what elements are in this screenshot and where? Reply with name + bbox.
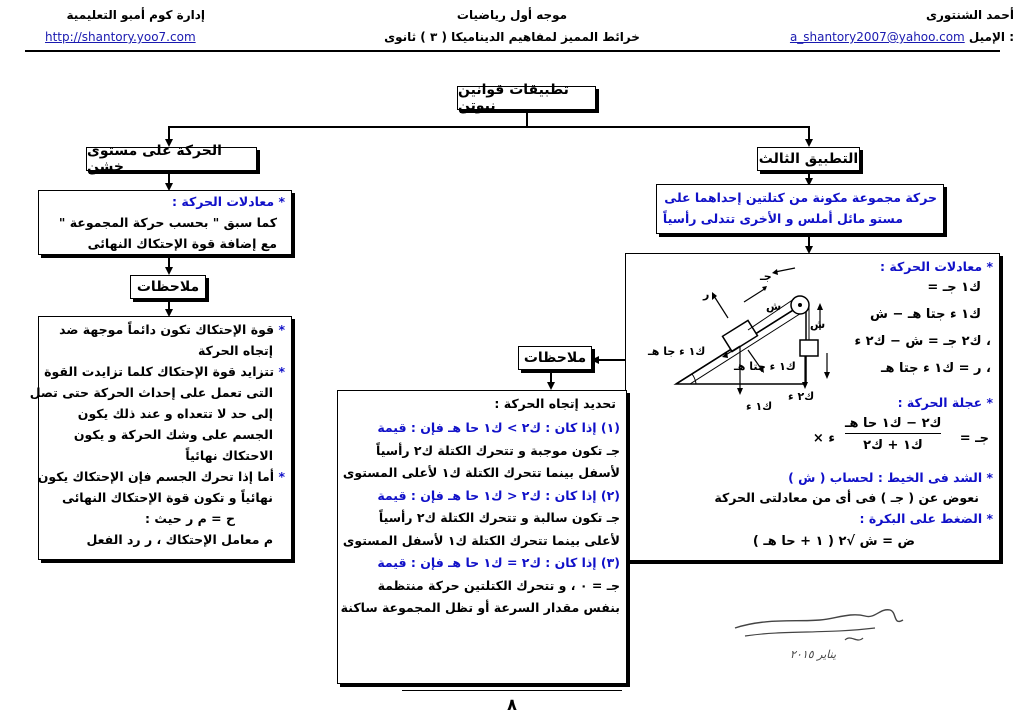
direction-notes-box xyxy=(337,390,627,684)
right-notes-title-box xyxy=(518,346,592,370)
connector xyxy=(526,110,528,127)
direction-line: بنفس مقدار السرعة أو تظل المجموعة ساكنة xyxy=(340,600,620,615)
left-notes-title-box xyxy=(130,275,206,299)
equation-line: ك١ ء جتا هـ − ش xyxy=(870,307,981,322)
note-line: إتجاه الحركة xyxy=(197,343,273,358)
note-line: * قوة الإحتكاك تكون دائماً موجهة ضد xyxy=(59,322,285,337)
diagram-label-w2: ك٢ ء xyxy=(788,390,815,403)
acceleration-lhs: جـ = xyxy=(959,431,989,446)
rough-plane-title: الحركة على مستوى خشن xyxy=(87,143,222,175)
tension-line: نعوض عن ( جـ ) فى أى من معادلتى الحركة xyxy=(714,490,979,505)
email-link[interactable]: a_shantory2007@yahoo.com xyxy=(789,30,965,44)
author-name: أحمد الشنتورى xyxy=(926,8,1014,22)
friction-legend: م معامل الإحتكاك ، ر رد الفعل xyxy=(86,532,273,547)
subject-label: موجه أول رياضيات xyxy=(456,8,568,22)
subtitle-line: حركة مجموعة مكونة من كتلتين إحداهما على xyxy=(664,190,937,205)
left-notes-box xyxy=(29,316,292,560)
note-line: * أما إذا تحرك الجسم فإن الإحتكاك يكون xyxy=(37,469,285,484)
page-number: ٨ xyxy=(507,695,517,714)
rough-plane-title-box xyxy=(86,143,257,175)
third-application-title: التطبيق الثالث xyxy=(758,151,859,167)
email-label: الإميل : xyxy=(968,30,1014,44)
inclined-plane-diagram xyxy=(640,258,870,408)
arrow-icon xyxy=(547,382,555,390)
note-line: نهائياً و تكون قوة الإحتكاك النهائى xyxy=(61,490,273,505)
acceleration-heading: * عجلة الحركة : xyxy=(897,395,993,410)
connector xyxy=(598,359,626,361)
signature-date: يناير ٢٠١٥ xyxy=(790,648,837,661)
third-application-title-box xyxy=(757,147,860,171)
arrow-icon xyxy=(165,267,173,275)
footer-divider xyxy=(402,690,622,691)
diagram-label-acceleration: جـ xyxy=(760,270,772,283)
root-title-box xyxy=(457,82,596,114)
diagram-label-w1: ك١ ء xyxy=(746,400,773,413)
diagram-label-tension-2: ش xyxy=(810,318,826,331)
direction-heading: تحديد إتجاه الحركة : xyxy=(494,396,616,411)
friction-formula: ح = م ر حيث : xyxy=(145,511,235,526)
header-divider xyxy=(25,50,1000,52)
direction-line: جـ = ٠ ، و تتحرك الكتلتين حركة منتظمة xyxy=(377,577,620,593)
direction-line: جـ تكون موجبة و تتحرك الكتلة ك٢ رأسياً xyxy=(376,442,620,458)
tension-heading: * الشد فى الخيط : لحساب ( ش ) xyxy=(788,470,993,485)
connector xyxy=(168,126,809,128)
right-notes-title: ملاحظات xyxy=(523,350,587,366)
direction-line: (٢) إذا كان : ك٢ < ك١ حا هـ فإن : قيمة xyxy=(377,487,620,503)
left-equations-line: مع إضافة قوة الإحتكاك النهائى xyxy=(87,236,277,251)
left-equations-line: كما سبق " بحسب حركة المجموعة " xyxy=(58,215,277,230)
arrow-icon xyxy=(805,139,813,147)
hanging-block xyxy=(800,340,818,356)
left-notes-list xyxy=(29,319,285,550)
note-line: الجسم على وشك الحركة و يكون xyxy=(73,427,273,442)
note-line: * تتزايد قوة الإحتكاك كلما تزايدت القوة xyxy=(44,364,285,379)
direction-lines xyxy=(342,417,620,620)
document-title: خرائط المميز لمفاهيم الديناميكا ( ٣ ) ثانوى xyxy=(384,30,640,44)
third-application-subtitle-box xyxy=(656,184,944,234)
note-line: التى تعمل على إحداث الحركة حتى تصل xyxy=(29,385,273,400)
direction-line: جـ تكون سالبة و تتحرك الكتلة ك٢ رأسياً xyxy=(378,510,620,525)
diagram-label-tension: ش xyxy=(766,300,782,313)
equation-line: ، ك٢ جـ = ش − ك٢ ء xyxy=(854,334,991,349)
acceleration-denominator: ك١ + ك٢ xyxy=(863,438,923,453)
left-equations-heading: * معادلات الحركة : xyxy=(172,194,285,209)
website-link[interactable]: http://shantory.yoo7.com xyxy=(45,30,196,44)
direction-line: لأعلى بينما تتحرك الكتلة ك١ لأسفل المستوى xyxy=(342,532,620,548)
right-equations-heading: * معادلات الحركة : xyxy=(880,259,993,274)
equation-line: ، ر = ك١ ء جتا هـ xyxy=(881,361,991,376)
root-title: تطبيقات قوانين نيوتن xyxy=(458,82,569,114)
subtitle-line: مستو مائل أملس و الأخرى تتدلى رأسياً xyxy=(662,211,903,226)
acceleration-numerator: ك٢ − ك١ حا هـ xyxy=(845,416,941,434)
organization-name: إدارة كوم أمبو التعليمية xyxy=(66,8,205,22)
direction-line: (١) إذا كان : ك٢ > ك١ حا هـ فإن : قيمة xyxy=(377,420,620,435)
diagram-label-normal: ر xyxy=(703,288,710,301)
left-notes-title: ملاحظات xyxy=(136,279,200,295)
pulley-equation: ض = ش √٢ ( ١ + حا هـ ) xyxy=(752,534,915,549)
diagram-label-g-sin: ك١ ء جا هـ xyxy=(648,345,706,358)
diagram-label-g-cos: ك١ ء جتا هـ xyxy=(734,360,796,373)
note-line: إلى حد لا تتعداه و عند ذلك يكون xyxy=(77,406,273,421)
note-line: الاحتكاك نهائياً xyxy=(185,448,273,463)
direction-line: (٣) إذا كان : ك٢ = ك١ حا هـ فإن : قيمة xyxy=(377,555,620,570)
arrow-icon xyxy=(591,356,599,364)
acceleration-times-g: × ء xyxy=(812,431,835,446)
equation-line: ك١ جـ = xyxy=(927,280,981,295)
left-equations-box xyxy=(38,190,292,255)
pulley-heading: * الضغط على البكرة : xyxy=(859,511,993,526)
direction-line: لأسفل بينما تتحرك الكتلة ك١ لأعلى المستوى xyxy=(342,465,620,480)
